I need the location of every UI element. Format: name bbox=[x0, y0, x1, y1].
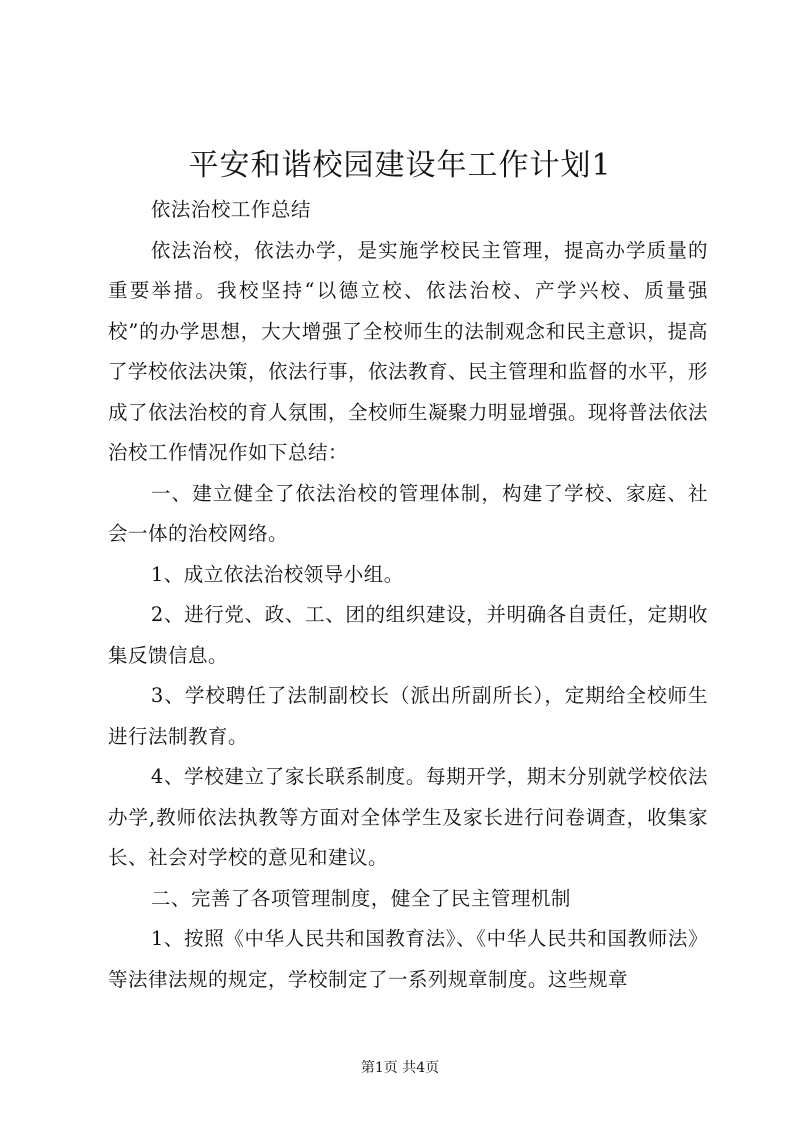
paragraph: 2、进行党、政、工、团的组织建设，并明确各自责任，定期收集反馈信息。 bbox=[108, 603, 708, 667]
paragraph: 1、按照《中华人民共和国教育法》、《中华人民共和国教师法》等法律法规的规定，学校制定了一系列规章制度。这些规章 bbox=[108, 927, 708, 991]
document-body bbox=[108, 190, 708, 1000]
paragraph: 1、成立依法治校领导小组。 bbox=[150, 562, 404, 586]
page-footer: 第1页 共4页 bbox=[360, 1060, 440, 1076]
document-title: 平安和谐校园建设年工作计划1 bbox=[188, 148, 612, 183]
paragraph: 二、完善了各项管理制度，健全了民主管理机制 bbox=[150, 886, 571, 910]
paragraph: 4、学校建立了家长联系制度。每期开学，期末分别就学校依法办学,教师依法执教等方面对全体学生及家长进行问卷调查，收集家长、社会对学校的意见和建议。 bbox=[108, 765, 708, 869]
paragraph-subtitle: 依法治校工作总结 bbox=[150, 198, 311, 221]
paragraph: 3、学校聘任了法制副校长（派出所副所长），定期给全校师生进行法制教育。 bbox=[108, 684, 708, 748]
paragraph: 一、建立健全了依法治校的管理体制，构建了学校、家庭、社会一体的治校网络。 bbox=[108, 481, 708, 545]
paragraph: 依法治校，依法办学，是实施学校民主管理，提高办学质量的重要举措。我校坚持“以德立校、依法治校、产学兴校、质量强校”的办学思想，大大增强了全校师生的法制观念和民主意识，提高了学校依法决策，依法行事，依法教育、民主管理和监督的水平，形成了依法治校的育人氛围，全校师生凝聚力明显增强。现将普法依法治校工作情况作如下总结： bbox=[108, 238, 709, 464]
